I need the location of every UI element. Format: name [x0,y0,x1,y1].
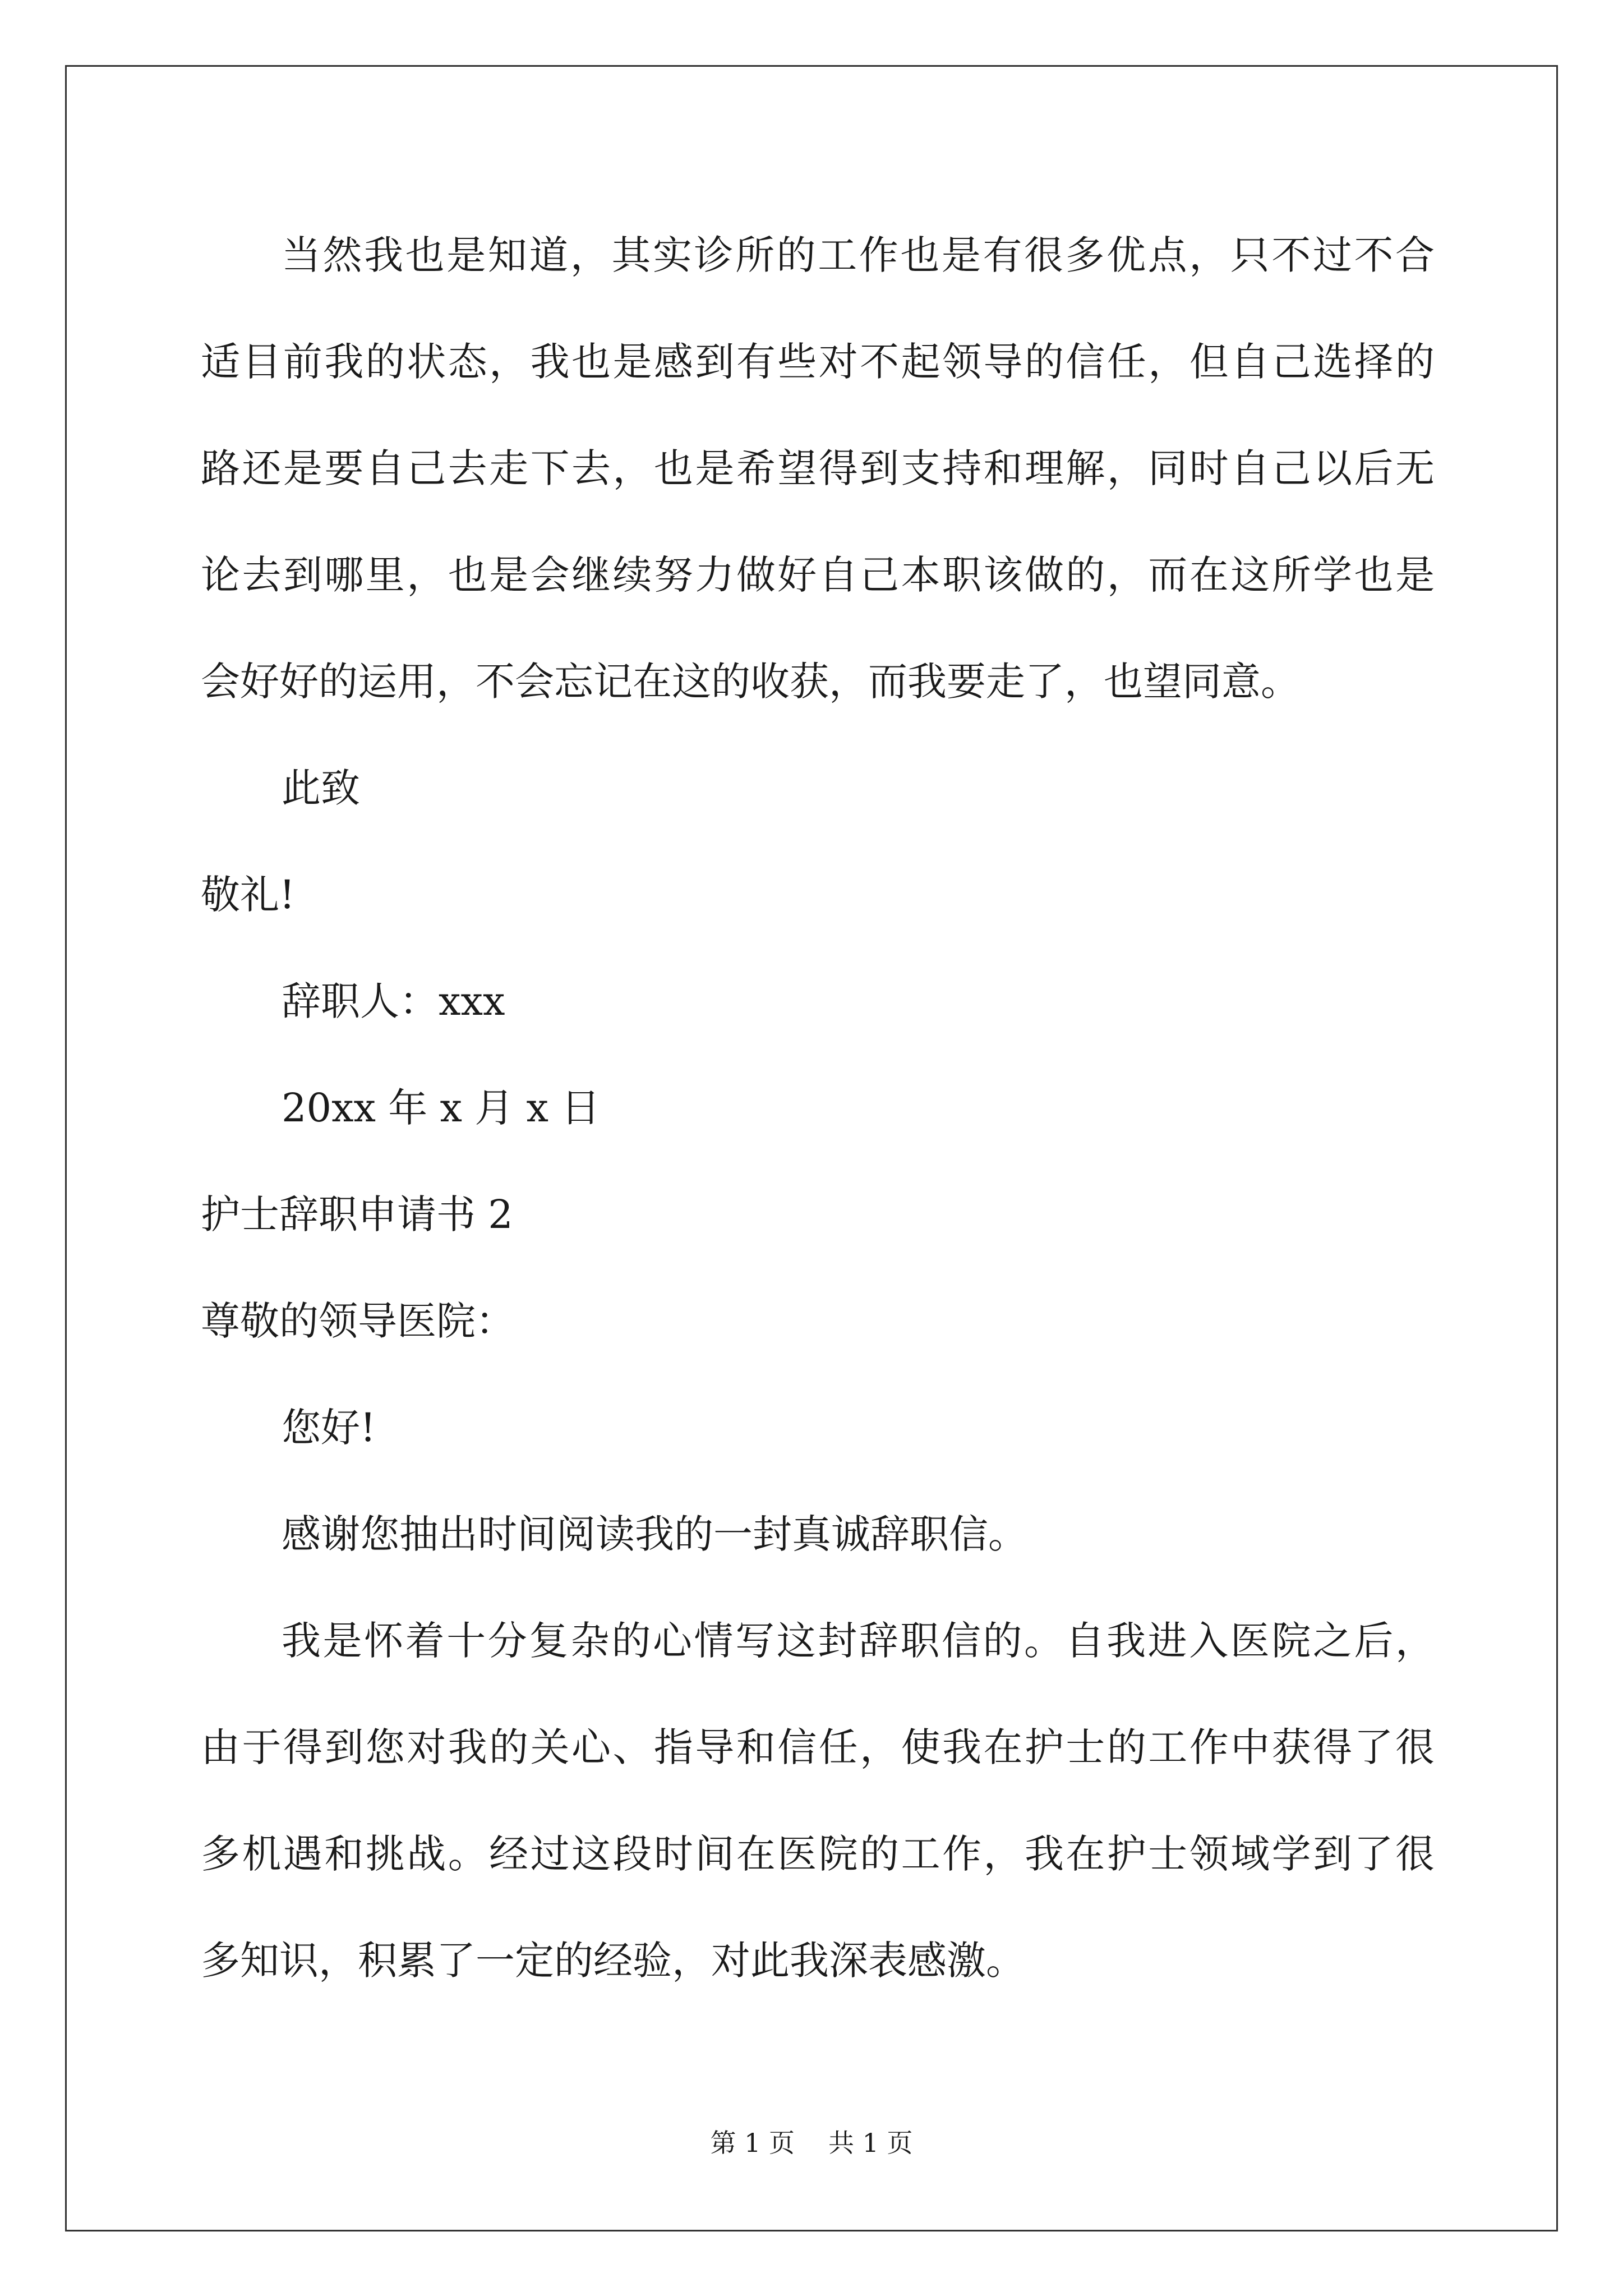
signature-date: 20xx 年 x 月 x 日 [282,1085,601,1131]
page-number: 第 1 页 [710,2128,795,2158]
page-footer [0,2126,1623,2160]
paragraph-line: 当然我也是知道，其实诊所的工作也是有很多优点，只不过不合 [282,232,1435,278]
closing-regards: 敬礼! [201,872,296,918]
paragraph-line: 多机遇和挑战。经过这段时间在医院的工作，我在护士领域学到了很 [201,1831,1435,1877]
paragraph-line: 多知识，积累了一定的经验，对此我深表感激。 [201,1938,1025,1984]
paragraph-line: 会好好的运用，不会忘记在这的收获，而我要走了，也望同意。 [201,659,1300,705]
paragraph-line: 由于得到您对我的关心、指导和信任，使我在护士的工作中获得了很 [201,1724,1435,1770]
letter-addressee: 尊敬的领导医院： [201,1298,515,1344]
paragraph-line: 路还是要自己去走下去，也是希望得到支持和理解，同时自己以后无 [201,445,1435,491]
section-title: 护士辞职申请书 2 [201,1191,513,1237]
paragraph-line: 适目前我的状态，我也是感到有些对不起领导的信任，但自己选择的 [201,339,1435,385]
paragraph-line: 感谢您抽出时间阅读我的一封真诚辞职信。 [282,1511,1027,1557]
page-total: 共 1 页 [828,2128,913,2158]
closing-salutation: 此致 [282,765,360,811]
signature-name: 辞职人：xxx [282,978,505,1024]
document-body [201,202,1435,2014]
letter-greeting: 您好! [282,1405,376,1451]
paragraph-line: 我是怀着十分复杂的心情写这封辞职信的。自我进入医院之后， [282,1618,1435,1664]
paragraph-line: 论去到哪里，也是会继续努力做好自己本职该做的，而在这所学也是 [201,552,1435,598]
